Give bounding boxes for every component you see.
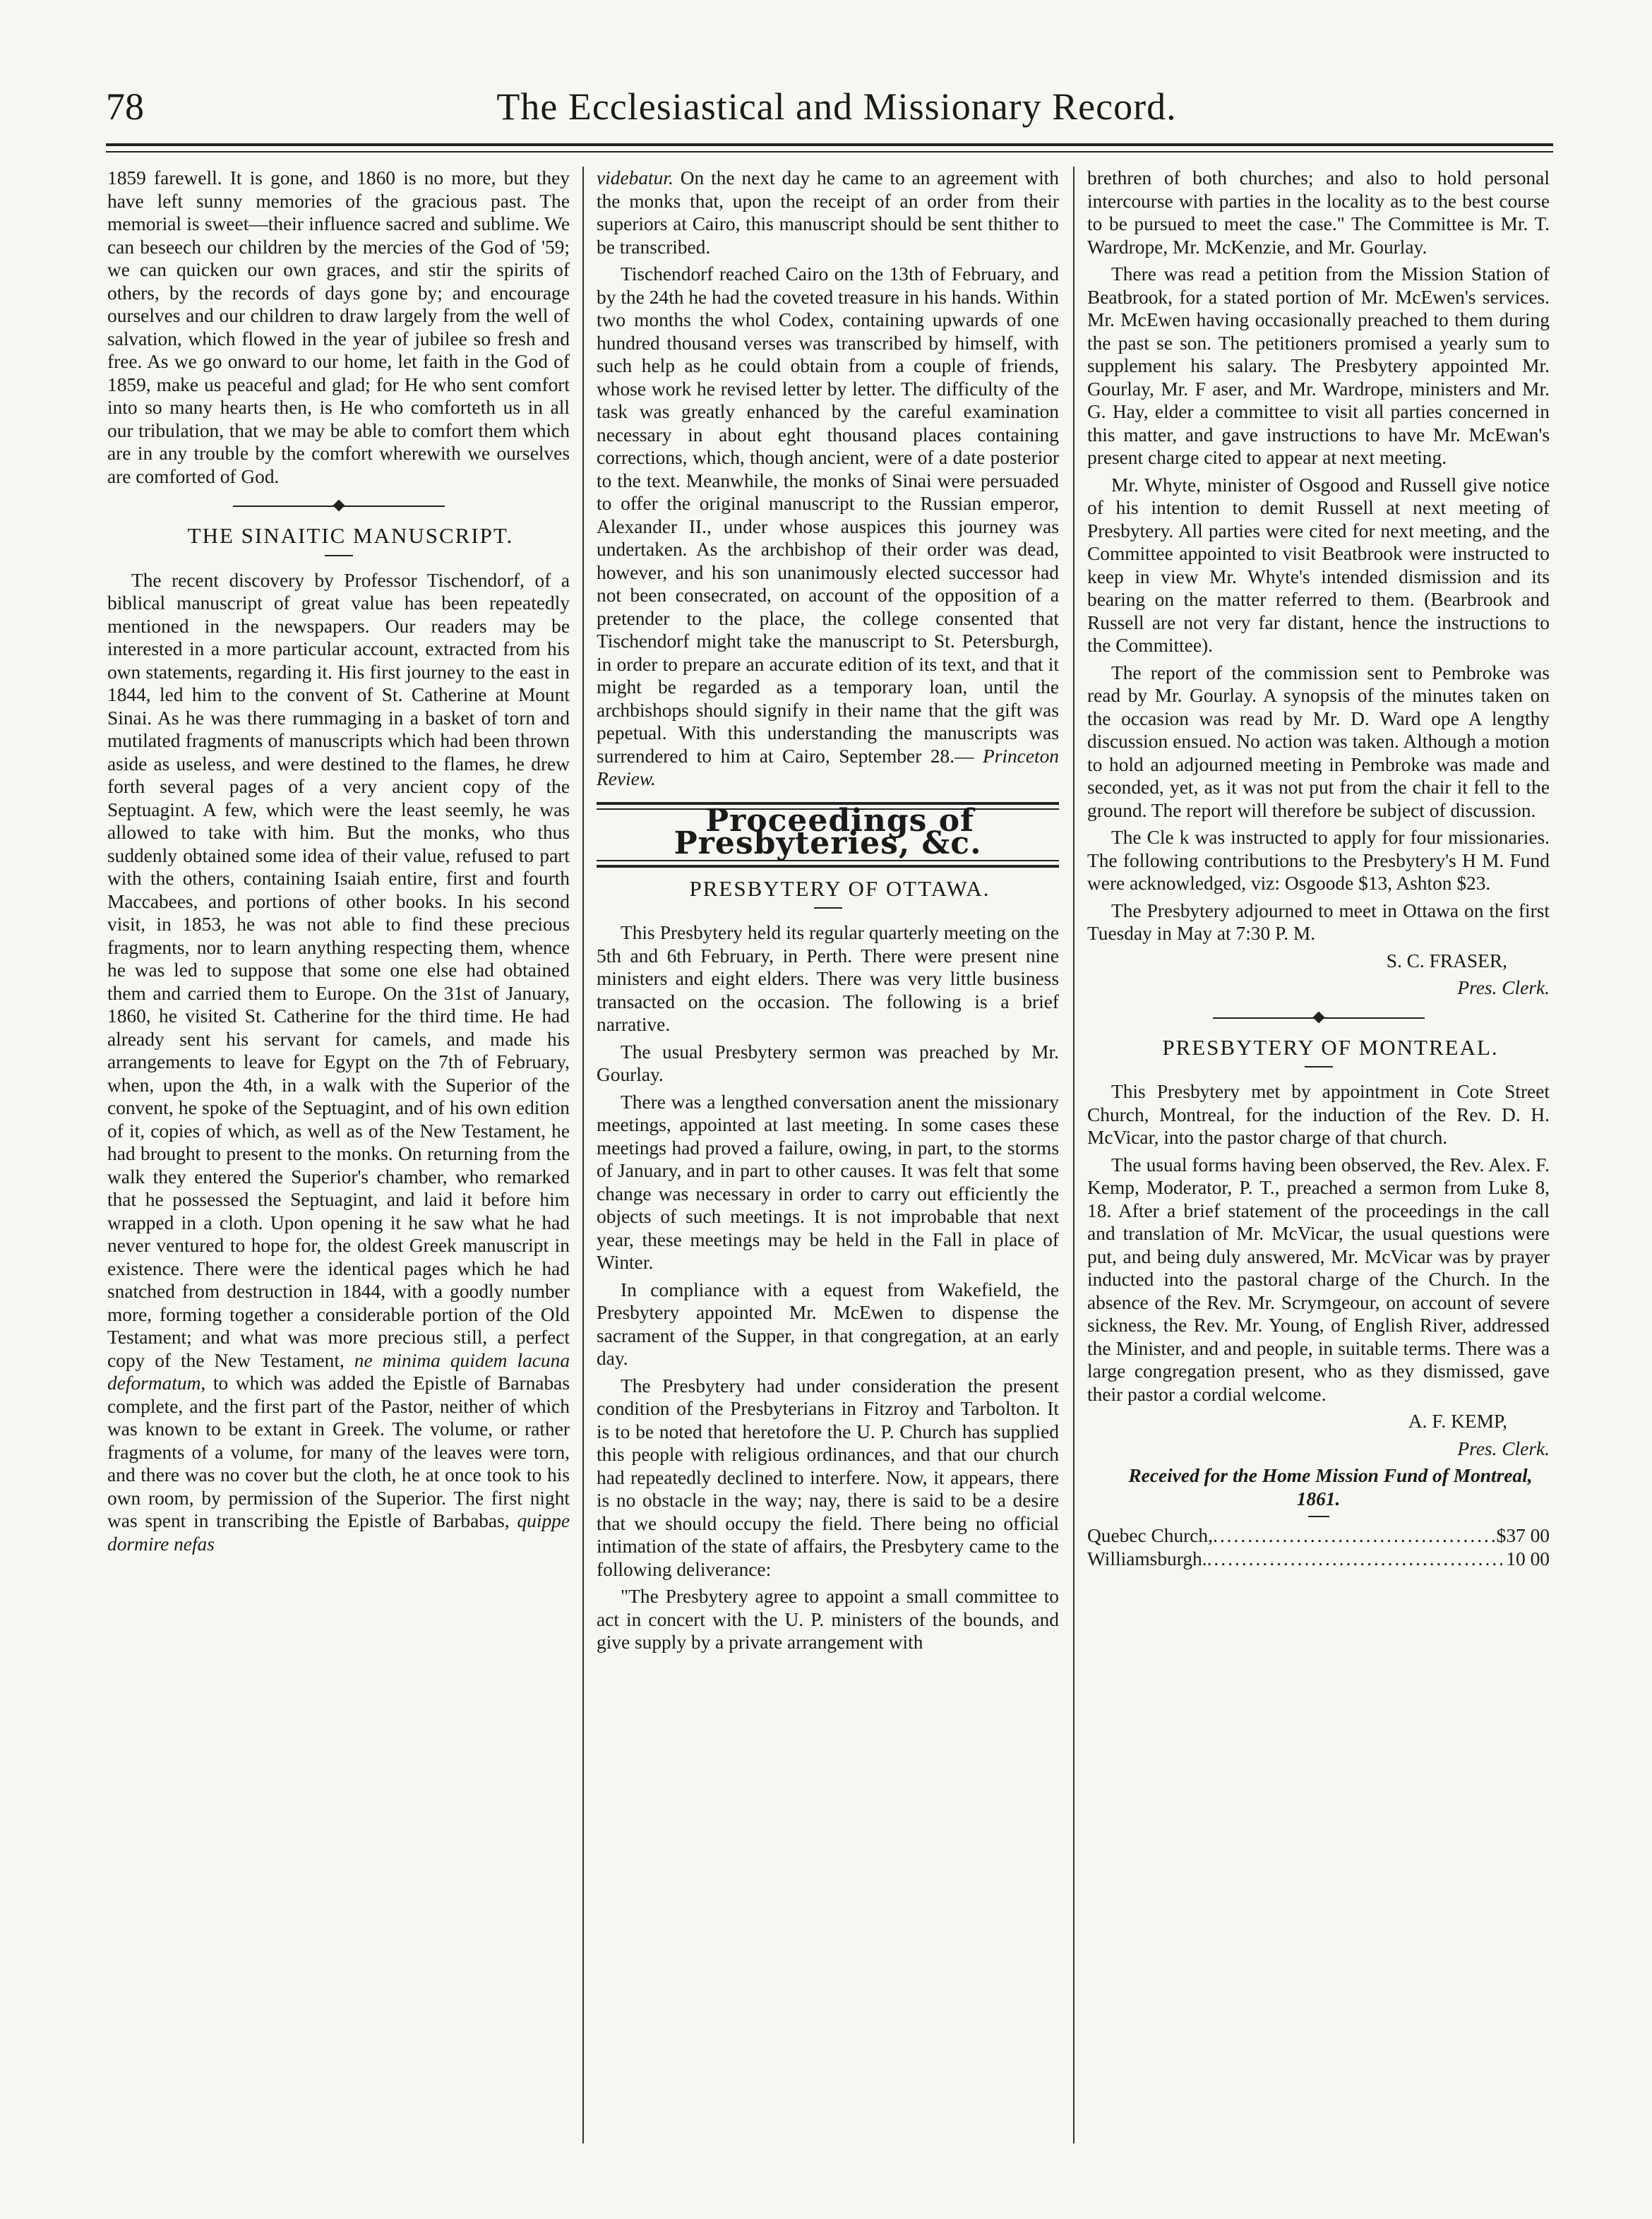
article-paragraph: brethren of both churches; and also to hold personal intercourse with parties in the locality as to the best course to be pursued to meet the case." The Committee is Mr. T. Wardrope, Mr. McKenzie, and Mr. Gourlay.: [1087, 167, 1550, 258]
title-dash: [1308, 1516, 1329, 1517]
section-ornament: [233, 501, 445, 512]
running-title: The Ecclesiastical and Missionary Record.: [496, 85, 1177, 128]
article-paragraph: The Presbytery adjourned to meet in Ottawa on the first Tuesday in May at 7:30 P. M.: [1087, 899, 1550, 944]
leader-dots: [1213, 1524, 1497, 1548]
article-text: On the next day he came to an agreement with the monks that, upon the receipt of an order from their superiors at Cairo, this manuscript should be sent thither to be transcribed.: [597, 167, 1059, 258]
article-paragraph: Mr. Whyte, minister of Osgood and Russell give notice of his intention to demit Russell at next meeting of Presbytery. All parties were cited for next meeting, and the Committee appointed to visit Beatbrook were instructed to keep in view Mr. Whyte's intended dismission and its bearing on the matter referred to them. (Bearbrook and Russell are not very far distant, hence the instructions to the Committee).: [1087, 474, 1550, 656]
page-header: [106, 85, 1553, 141]
article-paragraph: The Cle k was instructed to apply for four missionaries. The following contributions to the Presbytery's H M. Fund were acknowledged, viz: Osgoode $13, Ashton $23.: [1087, 827, 1550, 894]
fund-name: Williamsburgh.: [1087, 1548, 1207, 1569]
section-heading-proceedings: Proceedings of Presbyteries, &c.: [674, 802, 982, 861]
leader-dots: [1207, 1548, 1507, 1571]
column-2: [597, 167, 1059, 1658]
signature-name: S. C. FRASER,: [1386, 950, 1507, 971]
article-paragraph: "The Presbytery agree to appoint a small committee to act in concert with the U. P. ministers of the bounds, and give supply by a private arrangement with: [597, 1586, 1059, 1653]
article-title-sinaitic: THE SINAITIC MANUSCRIPT.: [187, 523, 514, 548]
latin-phrase: quippe dormire nefas: [107, 1510, 570, 1555]
article-paragraph: In compliance with a equest from Wakefield, the Presbytery appointed Mr. McEwen to dispense the sacrament of the Supper, in that congregation, at an early day.: [597, 1279, 1059, 1369]
article-paragraph: This Presbytery met by appointment in Cote Street Church, Montreal, for the induction of the Rev. D. H. McVicar, into the pastor charge of that church.: [1087, 1081, 1550, 1148]
article-paragraph: 1859 farewell. It is gone, and 1860 is no more, but they have left sunny memories of the gracious past. The memorial is sweet—their influence sacred and sublime. We can beseech our children by the mercies of the God of '59; we can quicken our own graces, and stir the spirits of others, by the records of days gone by; and encourage ourselves and our children to draw largely from the well of salvation, which flowed in the year of jubilee so fresh and free. As we go onward to our home, let faith in the God of 1859, make us peaceful and glad; for He who sent comfort into so many hearts then, is He who comforteth us in all our tribulation, that we may be able to comfort them which are in any trouble by the comfort wherewith we ourselves are comforted of God.: [107, 167, 570, 487]
column-divider-2: [1073, 167, 1075, 2143]
column-1: [107, 167, 570, 1560]
fund-row: [1087, 1548, 1550, 1571]
title-dash: [325, 555, 353, 556]
signature-name: A. F. KEMP,: [1408, 1411, 1507, 1432]
fund-amount: $37 00: [1496, 1525, 1550, 1546]
title-dash: [1305, 1066, 1333, 1067]
article-paragraph: [597, 167, 1059, 258]
article-paragraph: There was a lengthed conversation anent the missionary meetings, appointed at last meeting. In some cases these meetings had proved a failure, owing, in part, to the storms of January, and in part to other causes. It was felt that some change was necessary in order to carry out efficiently the objects of such meetings. It is not improbable that next year, these meetings may be held in the Fall in place of Winter.: [597, 1091, 1059, 1273]
fund-heading: Received for the Home Mission Fund of Montreal, 1861.: [1128, 1465, 1533, 1509]
article-title-ottawa: PRESBYTERY OF OTTAWA.: [689, 875, 990, 901]
signature-title: Pres. Clerk.: [1457, 977, 1550, 998]
article-paragraph: The report of the commission sent to Pembroke was read by Mr. Gourlay. A synopsis of the minutes taken on the occasion was read by Mr. D. Ward ope A lengthy discussion ensued. No action was taken. Although a motion to hold an adjourned meeting in Pembroke was made and seconded, yet, as it was not put from the chair it fell to the ground. The report will therefore be subject of discussion.: [1087, 662, 1550, 821]
fund-name: Quebec Church,: [1087, 1525, 1213, 1546]
header-rule-thick: [106, 143, 1553, 146]
header-rule-thin: [106, 151, 1553, 152]
title-dash: [814, 907, 842, 909]
article-text: The recent discovery by Professor Tischendorf, of a biblical manuscript of great value has been repeatedly mentioned in the newspapers. Our readers may be interested in a more particular account, extracted from his own statements, regarding it. His first journey to the east in 1844, led him to the convent of St. Catherine at Mount Sinai. As he was there rummaging in a basket of torn and mutilated fragments of manuscripts which had been thrown aside as useless, and were destined to the flames, he drew forth several pages of a very ancient copy of the Septuagint. A few, which were the least seemly, he was allowed to take with him. But the monks, who thus suddenly obtained some idea of their value, refused to part with the others, containing Isaiah entire, first and fourth Maccabees, and portions of other books. In his second visit, in 1853, he was not able to find these precious fragments, nor to learn anything respecting them, whence he was led to suppose that some one else had obtained them and carried them to Europe. On the 31st of January, 1860, he visited St. Catherine for the third time. He had already sent his servant for camels, and made his arrangements to leave for Egypt on the 7th of February, when, upon the 4th, in a walk with the Superior of the convent, he spoke of the Septuagint, and of his own edition of it, copies of which, as well as of the New Testament, he had brought to present to the monks. On returning from the walk they entered the Superior's chamber, who remarked that he possessed the Septuagint, and laid it before him wrapped in a cloth. Upon opening it he saw what he had never ventured to hope for, the oldest Greek manuscript in existence. There were the identical pages which he had snatched from destruction in 1844, with a goodly number more, forming together a considerable portion of the Old Testament; and what was more precious still, a perfect copy of the New Testament,: [107, 569, 570, 1371]
article-text: to which was added the Epistle of Barnabas complete, and the first part of the Pastor, neither of which was known to be extant in Greek. The volume, or rather fragments of a volume, for many of the leaves were torn, and there was no cover but the cloth, he at once took to his own room, by permission of the Superior. The first night was spent in transcribing the Epistle of Barbabas,: [107, 1372, 570, 1531]
page-number: 78: [106, 85, 144, 128]
source-citation: Princeton Review.: [597, 745, 1059, 789]
article-paragraph: [107, 569, 570, 1556]
signature-title: Pres. Clerk.: [1457, 1437, 1550, 1459]
article-title-montreal: PRESBYTERY OF MONTREAL.: [1162, 1034, 1499, 1060]
article-paragraph: This Presbytery held its regular quarterly meeting on the 5th and 6th February, in Perth. There were present nine ministers and eight elders. There was very little business transacted on the occasion. The following is a brief narrative.: [597, 922, 1059, 1035]
article-paragraph: There was read a petition from the Mission Station of Beatbrook, for a stated portion of Mr. McEwen's services. Mr. McEwen having occasionally preached to them during the past se son. The petitioners promised a yearly sum to supplement his salary. The Presbytery appointed Mr. Gourlay, Mr. F aser, and Mr. Wardrope, ministers and Mr. G. Hay, elder a committee to visit all parties concerned in this matter, and gave instructions to have Mr. McEwan's present charge cited to appear at next meeting.: [1087, 263, 1550, 468]
article-paragraph: The usual forms having been observed, the Rev. Alex. F. Kemp, Moderator, P. T., preached a sermon from Luke 8, 18. After a brief statement of the proceedings in the call and translation of Mr. McVicar, the usual questions were put, and being duly answered, Mr. McVicar was by prayer inducted into the pastoral charge of the Church. In the absence of the Rev. Mr. Scrymgeour, on account of severe sickness, the Rev. Mr. Young, of English River, addressed the Minister, and and people, in suitable terms. There was a large congregation present, who as they dismissed, gave their pastor a cordial welcome.: [1087, 1154, 1550, 1405]
latin-phrase: videbatur.: [597, 167, 674, 189]
column-divider-1: [582, 167, 584, 2143]
section-ornament: [1213, 1012, 1425, 1024]
article-paragraph: The usual Presbytery sermon was preached by Mr. Gourlay.: [597, 1041, 1059, 1085]
article-paragraph: The Presbytery had under consideration the present condition of the Presbyterians in Fitzroy and Tarbolton. It is to be noted that heretofore the U. P. Church has supplied this people with religious ordinances, and that our church had repeatedly declined to interfere. Now, it appears, there is no obstacle in the way; nay, there is said to be a desire that we should occupy the field. There being no official intimation of the state of affairs, the Presbytery came to the following deliverance:: [597, 1375, 1059, 1580]
fund-row: [1087, 1524, 1550, 1548]
column-3: [1087, 167, 1550, 1570]
latin-phrase: ne minima quidem lacuna deformatum,: [107, 1349, 570, 1394]
fund-amount: 10 00: [1506, 1548, 1550, 1569]
article-paragraph: [597, 263, 1059, 791]
article-text: Tischendorf reached Cairo on the 13th of February, and by the 24th he had the coveted treasure in his hands. Within two months the whol Codex, containing upwards of one hundred thousand verses was transcribed by himself, with such help as he could obtain from a couple of friends, whose work he revised letter by letter. The difficulty of the task was greatly enhanced by the careful examination necessary in about eght thousand places containing corrections, which, though ancient, were of a date posterior to the text. Meanwhile, the monks of Sinai were persuaded to offer the original manuscript to the Russian emperor, Alexander II., under whose auspices this journey was undertaken. As the archbishop of their order was dead, however, and his son unanimously elected successor had not been consecrated, on account of the opposition of a pretender to the place, the college consented that Tischendorf might take the manuscript to St. Petersburgh, in order to prepare an accurate edition of its text, and that it might be regarded as a temporary loan, until the archbishops should signify in their name that the gift was pepetual. With this understanding the manuscripts was surrendered to him at Cairo, September 28.—: [597, 263, 1059, 767]
